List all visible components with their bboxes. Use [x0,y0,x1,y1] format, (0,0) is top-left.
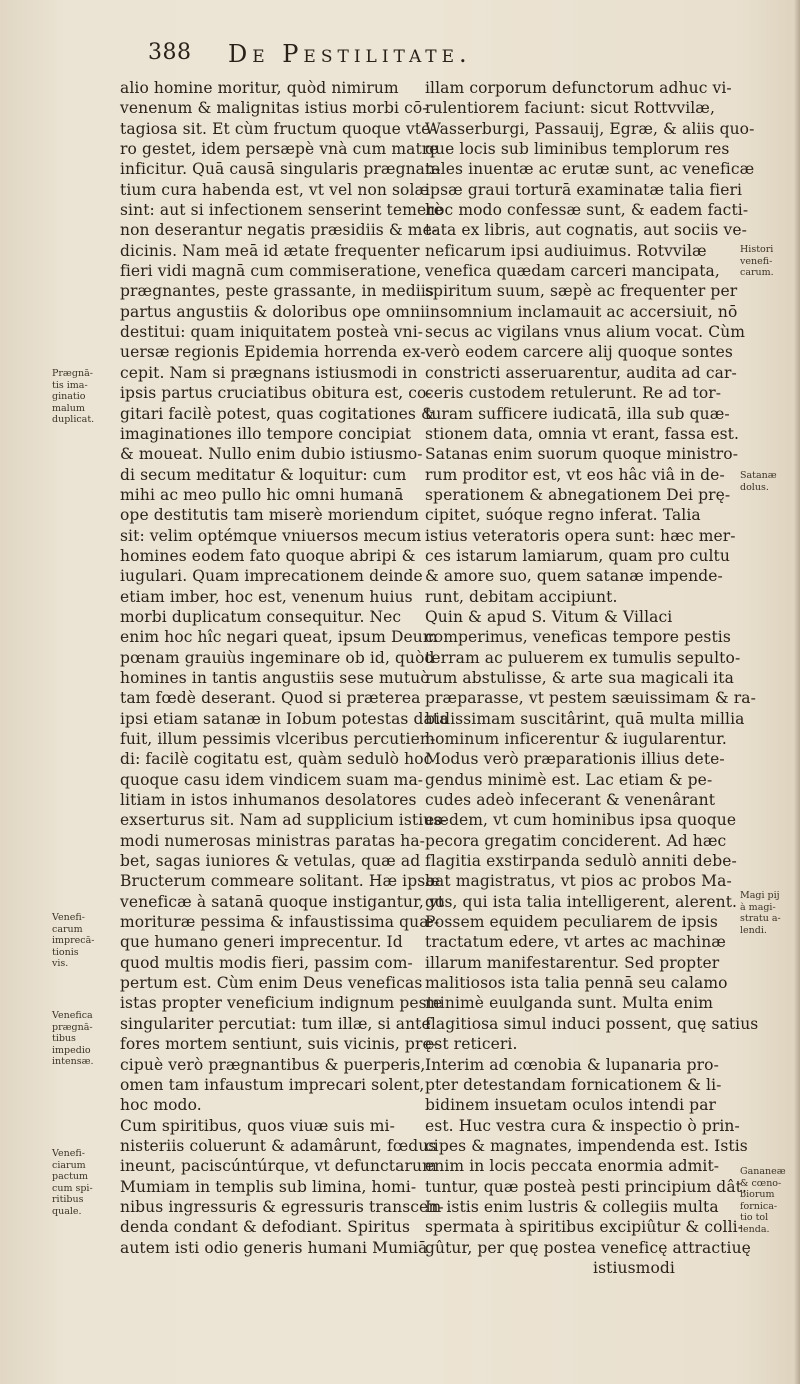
text-line: sit: velim optémque vniuersos mecum [120,526,422,545]
text-line: cipuè verò prægnantibus & puerperis, [120,1055,426,1074]
text-line: enim hoc hîc negari queat, ipsum Deum [120,628,438,647]
marginal-note-line: tionis [52,946,79,958]
text-line: tam fœdè deserant. Quod si præterea [120,689,421,708]
text-line: hoc modo confessæ sunt, & eadem facti- [425,201,749,220]
text-line: Quin & apud S. Vitum & Villaci [425,607,673,626]
text-line: bidissimam suscitârint, quā multa millia [425,709,745,728]
right-marginal-note-3 [740,890,798,936]
text-line: Interim ad cœnobia & lupanaria pro- [425,1055,719,1074]
text-line: cudes adeò infecerant & venenârant [425,791,716,810]
text-line: homines eodem fato quoque abripi & [120,546,416,565]
text-line: cipes & magnates, impendenda est. Istis [425,1136,748,1155]
text-line: comperimus, veneficas tempore pestis [425,628,731,647]
text-line: spiritum suum, sæpè ac frequenter per [425,282,738,301]
marginal-note-line: dolus. [740,481,769,493]
marginal-note-line: ritibus [52,1194,84,1205]
marginal-note-line: Venefi- [52,1148,85,1159]
text-line: fores mortem sentiunt, suis vicinis, prę- [120,1035,438,1054]
text-line: ineunt, paciscúntúrque, vt defunctarum [120,1157,437,1176]
right-marginal-note-2 [740,470,798,493]
text-line: neficarum ipsi audiuimus. Rotvvilæ [425,241,707,260]
text-line: iugulari. Quam imprecationem deinde [120,567,423,586]
text-line: illarum manifestarentur. Sed propter [425,953,720,972]
marginal-note-line: tibus [52,1033,76,1044]
text-line: alio homine moritur, quòd nimirum [120,79,399,97]
text-line: ipsis partus cruciatibus obitura est, co- [120,384,432,403]
left-marginal-note-1 [52,368,112,426]
marginal-note-line: quale. [52,1205,82,1217]
marginal-note-line: lendi. [740,924,767,936]
marginal-note-line: Histori [740,244,774,255]
text-line: & moueat. Nullo enim dubio istiusmo- [120,445,423,464]
text-line: turam sufficere iudicatā, illa sub quæ- [425,404,730,423]
text-line: bet, sagas iuniores & vetulas, quæ ad [120,852,421,871]
text-line: tales inuentæ ac erutæ sunt, ac veneficæ [425,160,755,179]
text-line: gûtur, per quę postea veneficę attractiuę [425,1238,751,1257]
text-line: modi numerosas ministras paratas ha- [120,831,426,850]
page-header [148,40,588,80]
marginal-note-line: biorum [740,1189,775,1200]
text-line: cipitet, suóque regno inferat. Talia [425,506,701,525]
marginal-note-line: impedio [52,1044,91,1056]
text-line: inficitur. Quā causā singularis prægnan- [120,160,441,179]
text-line: hominum inficerentur & iugularentur. [425,730,727,748]
marginal-note-line: imprecā- [52,935,95,946]
text-line: istas propter veneficium indignum peste [120,994,443,1013]
text-line: que locis sub liminibus templorum res [425,140,730,159]
text-line: di secum meditatur & loquitur: cum [120,465,407,484]
marginal-note-line: malum [52,402,85,414]
text-line: homines in tantis angustiis sese mutuò [120,668,430,687]
text-line: quoque casu idem vindicem suam ma- [120,770,424,789]
text-line: tata ex libris, aut cognatis, aut sociis ve- [425,221,747,240]
text-line: tuntur, quæ posteà pesti principium dât. [425,1177,748,1196]
text-line: malitiosos ista talia pennā seu calamo [425,974,728,993]
marginal-note-line: venefi- [740,255,773,267]
text-line: pter detestandam fornicationem & li- [425,1075,722,1094]
text-line: partus angustiis & doloribus ope omni [120,302,426,321]
text-line: spermata à spiritibus excipiûtur & colli- [425,1218,744,1237]
text-line: tium cura habenda est, vt vel non solæ [120,180,430,199]
text-line: Mumiam in templis sub limina, homi- [120,1177,417,1196]
right-marginal-note-4 [740,1166,798,1235]
marginal-note-line: Venefica [52,1010,93,1021]
text-line: gitari facilè potest, quas cogitationes & [120,404,435,423]
marginal-note-line: cum spi- [52,1182,93,1194]
text-line: hoc modo. [120,1096,202,1115]
text-line: terram ac puluerem ex tumulis sepulto- [425,648,741,667]
text-line: bat magistratus, vt pios ac probos Ma- [425,872,732,891]
text-line: quod multis modis fieri, passim com- [120,953,413,972]
text-line: rulentiorem faciunt: sicut Rottvvilæ, [425,99,716,118]
text-line: ipsi etiam satanæ in Iobum potestas data [120,709,449,728]
text-line: cepit. Nam si prægnans istiusmodi in [120,363,418,382]
text-line: nisteriis coluerunt & adamârunt, fœdus [120,1136,437,1155]
left-text-column [120,78,449,1258]
text-line: est reticeri. [425,1035,518,1054]
text-line: pecora gregatim conciderent. Ad hæc [425,831,727,850]
text-line: Wasserburgi, Passauij, Egræ, & aliis quo- [425,119,755,138]
text-line: prægnantes, peste grassante, in mediis [120,282,434,301]
marginal-note-line: fornica- [740,1200,778,1212]
text-line: flagitiosa simul induci possent, quę satius [425,1014,759,1033]
running-title: De Pestilitate. [228,40,472,68]
text-line: morituræ pessima & infaustissima quæ- [120,913,440,932]
marginal-note-line: stratu a- [740,913,781,924]
text-line: Modus verò præparationis illius dete- [425,750,725,769]
text-line: ope destitutis tam miserè moriendum [120,506,419,525]
text-line: morbi duplicatum consequitur. Nec [120,607,402,626]
text-line: Possem equidem peculiarem de ipsis [425,913,718,932]
text-line: eædem, vt cum hominibus ipsa quoque [425,811,737,830]
page-edge-shadow [794,0,800,1384]
text-line: rum abstulisse, & arte sua magicali ita [425,668,734,687]
text-line: secus ac vigilans vnus alium vocat. Cùm [425,323,746,342]
text-line: stionem data, omnia vt erant, fassa est. [425,424,740,443]
text-line: exserturus sit. Nam ad supplicium istius- [120,811,447,830]
marginal-note-line: Gananeæ [740,1166,786,1177]
text-line: In istis enim lustris & collegiis multa [425,1197,719,1216]
text-line: que humano generi imprecentur. Id [120,933,403,952]
text-line: enim in locis peccata enormia admit- [425,1157,720,1176]
text-line: gos, qui ista talia intelligerent, alerent. [425,892,738,911]
text-line: nibus ingressuris & egressuris transcen- [120,1197,444,1216]
text-line: di: facilè cogitatu est, quàm sedulò hoc [120,750,433,769]
text-line: autem isti odio generis humani Mumiā [120,1238,428,1257]
text-line: destitui: quam iniquitatem posteà vni- [120,323,424,342]
text-line: bidinem insuetam oculos intendi par [425,1096,717,1115]
text-line: runt, debitam accipiunt. [425,587,618,606]
text-line: mihi ac meo pullo hic omni humanā [120,485,404,504]
marginal-note-line: Prægnā- [52,368,93,379]
marginal-note-line: tio tol [740,1212,769,1223]
text-line: venenum & malignitas istius morbi cō- [120,99,428,118]
marginal-note-line: & cœno- [740,1177,782,1189]
text-line: non deserantur negatis præsidiis & me- [120,221,438,240]
text-line: fuit, illum pessimis vlceribus percutien- [120,730,436,748]
text-line: omen tam infaustum imprecari solent, [120,1075,425,1094]
text-line: Cum spiritibus, quos viuæ suis mi- [120,1116,395,1135]
text-line: denda condant & defodiant. Spiritus [120,1218,411,1237]
marginal-note-line: vis. [52,958,69,969]
text-line: ro gestet, idem persæpè vnà cum matre [120,140,439,159]
text-line: gendus minimè est. Lac etiam & pe- [425,770,713,789]
text-line: ipsæ graui torturā examinatæ talia fieri [425,180,743,199]
marginal-note-line: tis ima- [52,379,88,391]
marginal-note-line: carum [52,923,83,935]
text-line: ces istarum lamiarum, quam pro cultu [425,546,730,565]
text-line: venefica quædam carceri mancipata, [425,262,720,281]
left-marginal-note-4 [52,1148,112,1217]
text-line: & amore suo, quem satanæ impende- [425,567,723,586]
marginal-note-line: à magi- [740,901,776,913]
text-line: verò eodem carcere alij quoque sontes [425,343,733,362]
marginal-note-line: Magi pij [740,890,780,901]
marginal-note-line: ginatio [52,391,86,402]
text-line: etiam imber, hoc est, venenum huius [120,587,413,606]
text-line: imaginationes illo tempore concipiat [120,424,412,443]
marginal-note-line: carum. [740,267,774,278]
text-line: istius veteratoris opera sunt: hæc mer- [425,526,736,545]
text-line: Satanas enim suorum quoque ministro- [425,445,739,464]
marginal-note-line: prægnā- [52,1021,93,1033]
text-line: ceris custodem retulerunt. Re ad tor- [425,384,722,403]
marginal-note-line: Satanæ [740,470,777,481]
text-line: præparasse, vt pestem sæuissimam & ra- [425,689,756,708]
text-line: sint: aut si infectionem senserint temerè [120,201,444,220]
marginal-note-line: Venefi- [52,912,85,923]
text-line: fieri vidi magnā cum commiseratione, [120,262,422,281]
marginal-note-line: ciarum [52,1159,86,1171]
text-line: Bructerum commeare solitant. Hæ ipsæ [120,872,440,891]
catchword: istiusmodi [593,1258,675,1277]
text-line: sperationem & abnegationem Dei prę- [425,485,731,504]
text-line: flagitia exstirpanda sedulò anniti debe- [425,852,737,871]
marginal-note-line: duplicat. [52,414,95,425]
text-line: uersæ regionis Epidemia horrenda ex- [120,343,426,362]
text-line: rum proditor est, vt eos hâc viâ in de- [425,465,725,484]
text-line: singulariter percutiat: tum illæ, si ante [120,1014,431,1033]
marginal-note-line: intensæ. [52,1056,94,1067]
text-line: illam corporum defunctorum adhuc vi- [425,79,732,97]
right-marginal-note-1 [740,244,798,279]
page-number: 388 [148,40,192,65]
text-line: minimè euulganda sunt. Multa enim [425,994,714,1013]
text-line: dicinis. Nam meā id ætate frequenter [120,241,420,260]
text-line: pœnam grauiùs ingeminare ob id, quòd [120,648,435,667]
text-line: pertum est. Cùm enim Deus veneficas [120,974,423,993]
marginal-note-line: lenda. [740,1223,770,1235]
marginal-note-line: pactum [52,1171,89,1182]
text-line: veneficæ à satanā quoque instigantur, vt [120,892,445,911]
left-marginal-note-3 [52,1010,112,1068]
text-line: est. Huc vestra cura & inspectio ò prin- [425,1116,740,1135]
text-line: constricti asseruarentur, audita ad car- [425,363,737,382]
left-marginal-note-2 [52,912,112,970]
text-line: insomnium inclamauit ac accersiuit, nō [425,302,738,321]
text-line: litiam in istos inhumanos desolatores [120,791,417,810]
text-line: tagiosa sit. Et cùm fructum quoque vte- [120,119,436,138]
text-line: tractatum edere, vt artes ac machinæ [425,933,726,952]
